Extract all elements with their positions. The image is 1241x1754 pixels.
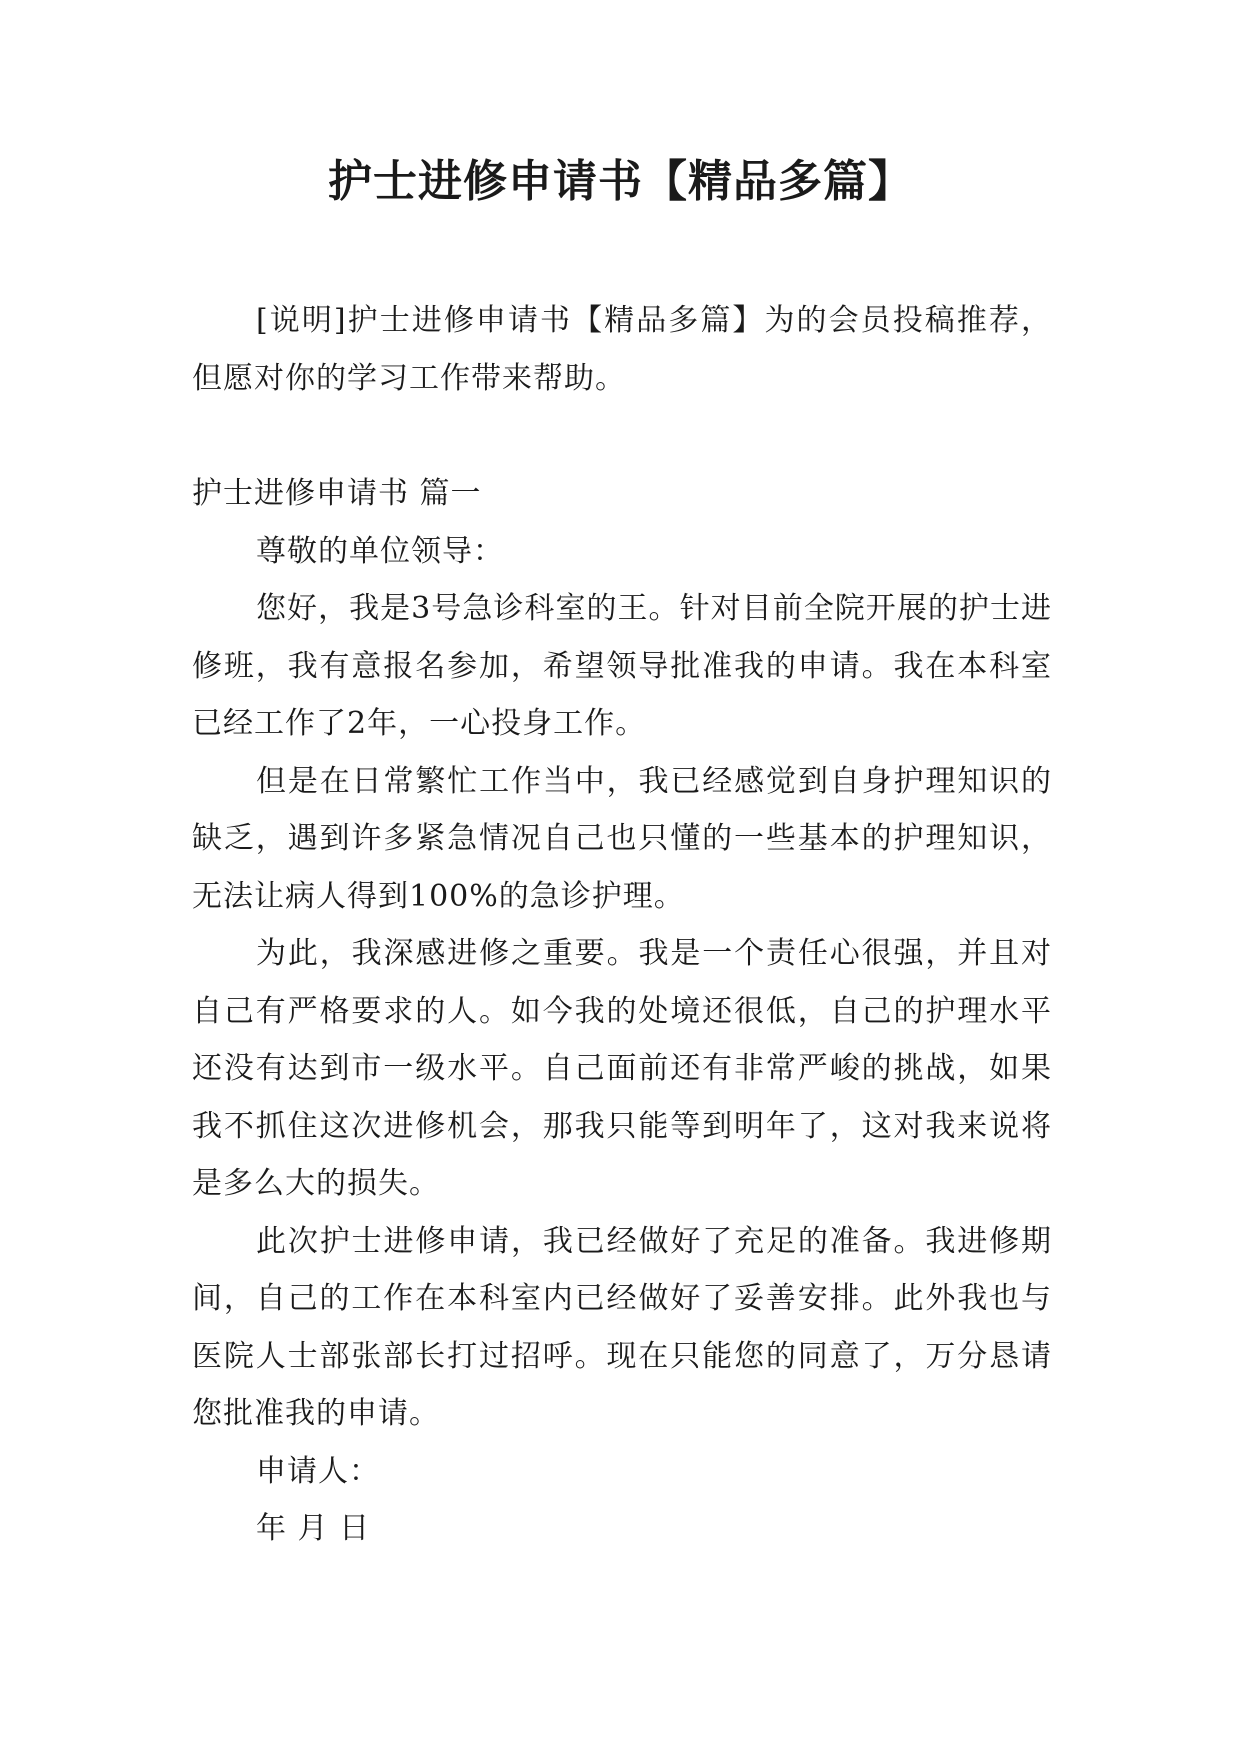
salutation: 尊敬的单位领导： bbox=[256, 533, 504, 569]
intro-paragraph: [说明]护士进修申请书【精品多篇】为的会员投稿推荐，但愿对你的学习工作带来帮助。 bbox=[192, 303, 1052, 396]
document-body bbox=[192, 292, 1052, 1558]
body-paragraph: 您好，我是3号急诊科室的王。针对目前全院开展的护士进修班，我有意报名参加，希望领导批准我的申请。我在本科室已经工作了2年，一心投身工作。 bbox=[192, 591, 1052, 741]
signature-line: 申请人： bbox=[256, 1453, 380, 1489]
body-paragraph: 为此，我深感进修之重要。我是一个责任心很强，并且对自己有严格要求的人。如今我的处境还很低，自己的护理水平还没有达到市一级水平。自己面前还有非常严峻的挑战，如果我不抓住这次进修机会，那我只能等到明年了，这对我来说将是多么大的损失。 bbox=[192, 936, 1052, 1201]
date-line: 年 月 日 bbox=[256, 1511, 371, 1546]
body-paragraph: 此次护士进修申请，我已经做好了充足的准备。我进修期间，自己的工作在本科室内已经做好了妥善安排。此外我也与医院人士部张部长打过招呼。现在只能您的同意了，万分恳请您批准我的申请。 bbox=[192, 1223, 1052, 1431]
section-heading: 护士进修申请书 篇一 bbox=[192, 476, 482, 511]
document-title: 护士进修申请书【精品多篇】 bbox=[328, 156, 913, 207]
body-paragraph: 但是在日常繁忙工作当中，我已经感觉到自身护理知识的缺乏，遇到许多紧急情况自己也只懂的一些基本的护理知识，无法让病人得到100%的急诊护理。 bbox=[192, 763, 1052, 914]
